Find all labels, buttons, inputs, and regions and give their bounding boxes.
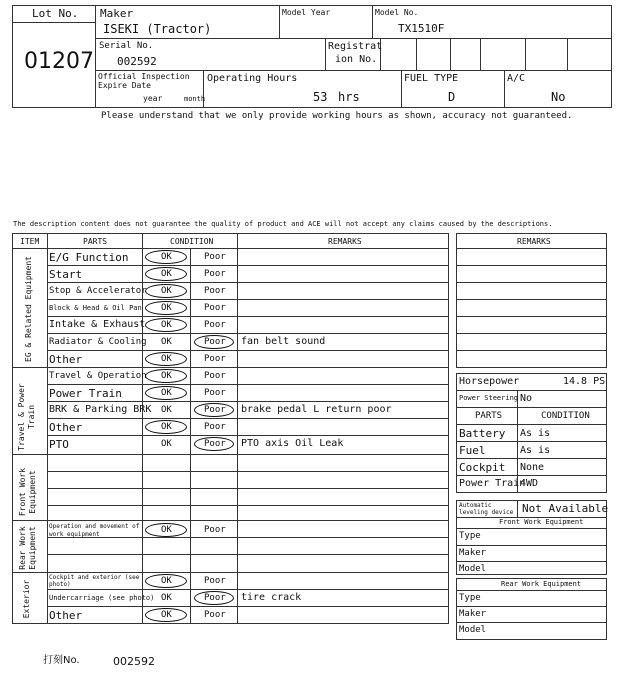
- row-ok: OK: [161, 269, 172, 279]
- horsepower-label: Horsepower: [459, 376, 520, 387]
- notice-description: The description content does not guarantee the quality of product and ACE will not accept any claims caused by the descriptions.: [13, 220, 553, 228]
- row-ok: OK: [161, 525, 172, 535]
- row-part: Other: [49, 609, 83, 622]
- row-part: Block & Head & Oil Pan: [49, 304, 142, 312]
- front-work-header: Front Work Equipment: [499, 518, 584, 526]
- row-part: Radiator & Cooling: [49, 337, 147, 347]
- row-poor: Poor: [204, 354, 226, 364]
- row-poor: Poor: [204, 252, 226, 262]
- row-poor: Poor: [204, 439, 226, 449]
- cockpit-value: None: [520, 462, 545, 473]
- month-label: month: [184, 95, 206, 103]
- col-item-header: ITEM: [20, 237, 40, 246]
- row-ok: OK: [161, 371, 172, 381]
- row-ok: OK: [161, 354, 172, 364]
- ok-selected-mark: [145, 386, 187, 400]
- row-part: Start: [49, 268, 83, 281]
- section-rear-work-label: Rear Work Equipment: [18, 526, 37, 570]
- section-eg-label: EG & Related Equipment: [24, 256, 33, 362]
- notice-hours: Please understand that we only provide working hours as shown, accuracy not guaranteed.: [101, 111, 573, 121]
- poor-selected-mark: [194, 335, 234, 349]
- rear-type-label: Type: [459, 593, 481, 603]
- stamp-no-label: 打刻No.: [43, 655, 80, 666]
- row-part: Travel & Operation: [49, 371, 147, 381]
- row-ok: OK: [161, 320, 172, 330]
- fuel-type-value: D: [448, 90, 456, 104]
- row-remark: PTO axis Oil Leak: [241, 438, 344, 449]
- ok-selected-mark: [145, 352, 187, 366]
- row-ok: OK: [161, 405, 172, 415]
- row-ok: OK: [161, 439, 172, 449]
- row-part: Undercarriage (see photo): [49, 594, 155, 602]
- right-remarks-box: [456, 233, 607, 368]
- row-poor: Poor: [204, 303, 226, 313]
- section-travel-label: Travel & Power Train: [17, 383, 36, 451]
- row-part: Operation and movement of work equipment: [49, 523, 140, 538]
- row-poor: Poor: [204, 610, 226, 620]
- row-poor: Poor: [204, 269, 226, 279]
- fuel-value: As is: [520, 445, 551, 456]
- model-year-label: Model Year: [282, 8, 331, 17]
- battery-label: Battery: [459, 427, 506, 440]
- rear-work-header: Rear Work Equipment: [501, 580, 582, 588]
- row-part: BRK & Parking BRK: [49, 404, 152, 415]
- operating-hours-label: Operating Hours: [207, 73, 298, 84]
- power-steering-label: Power Steering: [459, 394, 519, 402]
- model-no-value: TX1510F: [398, 22, 445, 35]
- row-poor: Poor: [204, 320, 226, 330]
- row-ok: OK: [161, 422, 172, 432]
- row-ok: OK: [161, 593, 172, 603]
- front-model-label: Model: [459, 564, 487, 574]
- col-parts-header: PARTS: [83, 237, 108, 246]
- row-poor: Poor: [204, 576, 226, 586]
- registration-label-1: Registrat: [328, 41, 383, 52]
- row-part: Power Train: [49, 387, 122, 400]
- row-remark: tire crack: [241, 592, 302, 603]
- power-train-label: Power Train: [459, 478, 526, 489]
- col-remarks-header: REMARKS: [328, 237, 362, 246]
- maker-label: Maker: [100, 7, 134, 20]
- row-part: Other: [49, 421, 83, 434]
- poor-selected-mark: [194, 591, 234, 605]
- header-frame: [12, 5, 612, 108]
- stamp-no-value: 002592: [113, 655, 155, 668]
- ac-value: No: [551, 90, 566, 104]
- ok-selected-mark: [145, 523, 187, 537]
- auto-leveling-label: Automatic leveling device: [459, 502, 514, 516]
- row-part: Other: [49, 353, 83, 366]
- battery-value: As is: [520, 428, 551, 439]
- row-ok: OK: [161, 388, 172, 398]
- ok-selected-mark: [145, 574, 187, 588]
- registration-label-2: ion No.: [335, 54, 378, 65]
- row-part: Cockpit and exterior (see photo): [49, 574, 140, 588]
- row-poor: Poor: [204, 525, 226, 535]
- ok-selected-mark: [145, 250, 187, 264]
- ok-selected-mark: [145, 301, 187, 315]
- row-remark: brake pedal L return poor: [241, 404, 392, 415]
- row-poor: Poor: [204, 388, 226, 398]
- fuel-type-label: FUEL TYPE: [404, 73, 459, 84]
- maker-value: ISEKI (Tractor): [103, 22, 212, 36]
- model-no-label: Model No.: [375, 8, 419, 17]
- ok-selected-mark: [145, 267, 187, 281]
- ac-label: A/C: [507, 73, 526, 84]
- section-exterior-label: Exterior: [22, 579, 31, 619]
- ok-selected-mark: [145, 318, 187, 332]
- row-poor: Poor: [204, 405, 226, 415]
- row-part: E/G Function: [49, 251, 129, 264]
- ok-selected-mark: [145, 608, 187, 622]
- ok-selected-mark: [145, 420, 187, 434]
- row-ok: OK: [161, 286, 172, 296]
- row-ok: OK: [161, 610, 172, 620]
- col-condition-header: CONDITION: [170, 237, 214, 246]
- row-remark: fan belt sound: [241, 336, 326, 347]
- power-train-value: 4WD: [520, 478, 539, 489]
- row-part: Intake & Exhaust: [49, 319, 146, 330]
- operating-hours-value: 53: [313, 90, 328, 104]
- ok-selected-mark: [145, 369, 187, 383]
- parts-header: PARTS: [475, 411, 503, 421]
- row-part: Stop & Accelerator: [49, 286, 147, 296]
- lot-no-value: 01207: [24, 49, 94, 74]
- row-ok: OK: [161, 576, 172, 586]
- condition-header: CONDITION: [541, 411, 590, 421]
- inspection-label-2: Expire Date: [98, 81, 151, 90]
- row-ok: OK: [161, 303, 172, 313]
- operating-hours-unit: hrs: [338, 90, 360, 104]
- poor-selected-mark: [194, 437, 234, 451]
- poor-selected-mark: [194, 403, 234, 417]
- row-part: PTO: [49, 438, 69, 451]
- serial-no-value: 002592: [117, 55, 157, 68]
- right-remarks-header: REMARKS: [517, 237, 551, 246]
- row-ok: OK: [161, 252, 172, 262]
- fuel-label: Fuel: [459, 444, 486, 457]
- rear-model-label: Model: [459, 625, 487, 635]
- row-poor: Poor: [204, 337, 226, 347]
- section-front-work-label: Front Work Equipment: [18, 467, 37, 517]
- row-poor: Poor: [204, 422, 226, 432]
- lot-no-label: Lot No.: [32, 7, 79, 20]
- row-poor: Poor: [204, 371, 226, 381]
- serial-no-label: Serial No.: [99, 41, 154, 51]
- power-steering-value: No: [520, 393, 533, 404]
- ok-selected-mark: [145, 284, 187, 298]
- cockpit-label: Cockpit: [459, 461, 506, 474]
- rear-maker-label: Maker: [459, 609, 487, 619]
- horsepower-value: 14.8 PS: [563, 376, 606, 387]
- row-poor: Poor: [204, 286, 226, 296]
- auto-leveling-value: Not Available: [522, 502, 609, 515]
- front-type-label: Type: [459, 531, 481, 541]
- row-poor: Poor: [204, 593, 226, 603]
- row-ok: OK: [161, 337, 172, 347]
- inspection-label-1: Official Inspection: [98, 72, 190, 81]
- front-maker-label: Maker: [459, 548, 487, 558]
- year-label: year: [143, 94, 163, 103]
